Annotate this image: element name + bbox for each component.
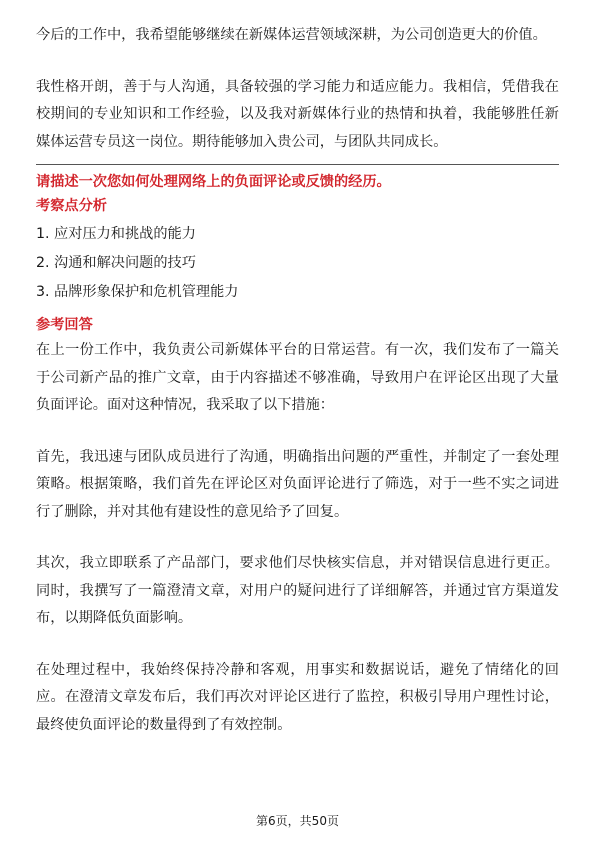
answer-paragraph-2: 首先，我迅速与团队成员进行了沟通，明确指出问题的严重性，并制定了一套处理策略。根据策略，我们首先在评论区对负面评论进行了筛选，对于一些不实之词进行了删除，并对其他有建设性的意见给予了回复。 bbox=[36, 448, 559, 520]
analysis-item: 2. 沟通和解决问题的技巧 bbox=[36, 255, 196, 271]
answer-title: 参考回答 bbox=[36, 317, 93, 333]
analysis-title: 考察点分析 bbox=[36, 198, 107, 214]
answer-paragraph-3: 其次，我立即联系了产品部门，要求他们尽快核实信息，并对错误信息进行更正。同时，我撰写了一篇澄清文章，对用户的疑问进行了详细解答，并通过官方渠道发布，以期降低负面影响。 bbox=[36, 555, 559, 626]
analysis-item: 1. 应对压力和挑战的能力 bbox=[36, 226, 196, 242]
section-divider bbox=[36, 164, 559, 165]
intro-paragraph-1: 今后的工作中，我希望能够继续在新媒体运营领域深耕，为公司创造更大的价值。 bbox=[36, 27, 547, 43]
answer-paragraph-1: 在上一份工作中，我负责公司新媒体平台的日常运营。有一次，我们发布了一篇关于公司新产品的推广文章，由于内容描述不够准确，导致用户在评论区出现了大量负面评论。面对这种情况，我采取了以下措施： bbox=[36, 342, 559, 413]
intro-paragraph-2: 我性格开朗，善于与人沟通，具备较强的学习能力和适应能力。我相信，凭借我在校期间的专业知识和工作经验，以及我对新媒体行业的热情和执着，我能够胜任新媒体运营专员这一岗位。期待能够加入贵公司，与团队共同成长。 bbox=[36, 78, 559, 150]
page-content bbox=[36, 22, 559, 739]
analysis-list bbox=[36, 220, 559, 307]
question-title: 请描述一次您如何处理网络上的负面评论或反馈的经历。 bbox=[36, 174, 391, 190]
analysis-item: 3. 品牌形象保护和危机管理能力 bbox=[36, 284, 239, 300]
page-number: 第6页，共50页 bbox=[256, 814, 339, 828]
answer-paragraph-4: 在处理过程中，我始终保持冷静和客观，用事实和数据说话，避免了情绪化的回应。在澄清文章发布后，我们再次对评论区进行了监控，积极引导用户理性讨论，最终使负面评论的数量得到了有效控制。 bbox=[36, 661, 559, 733]
